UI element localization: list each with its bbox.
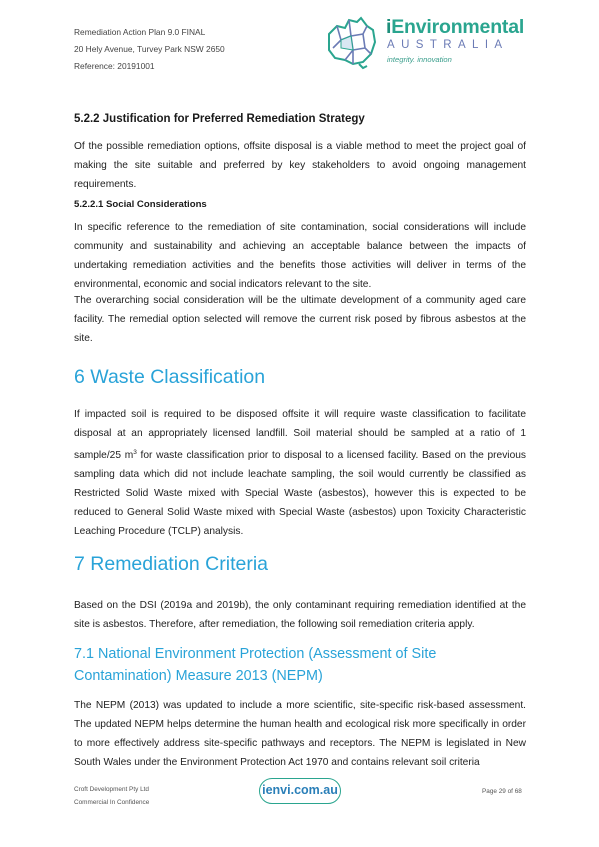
- footer-page-number: Page 29 of 68: [482, 788, 522, 795]
- logo-subtitle: AUSTRALIA: [387, 39, 509, 51]
- doc-title: Remediation Action Plan 9.0 FINAL: [74, 27, 206, 37]
- heading-section-7-1: 7.1 National Environment Protection (Assessment of Site Contamination) Measure 2013 (NEPM): [74, 646, 437, 684]
- footer-website-link[interactable]: ienvi.com.au: [259, 778, 341, 804]
- heading-5-2-2: 5.2.2 Justification for Preferred Remediation Strategy: [74, 113, 365, 125]
- heading-section-6: 6 Waste Classification: [74, 366, 266, 388]
- heading-5-2-2-1: 5.2.2.1 Social Considerations: [74, 199, 207, 210]
- paragraph-waste-classification: If impacted soil is required to be disposed offsite it will require waste classification to facilitate disposal at an appropriately licensed landfill. Soil material should be sampled at a ratio of 1 sample/25 $m^3$ for waste classification prior to disposal to a licensed facility. Based on the previous sampling data which did not include leachate sampling, the soil would currently be classified as Restricted Solid Waste mixed with Special Waste (asbestos), however this is expected to be reduced to General Solid Waste mixed with Special Waste (asbestos) upon Toxicity Characteristic Leaching Procedure (TCLP) analysis.: [74, 409, 527, 537]
- australia-map-icon: [323, 14, 379, 70]
- company-logo: [323, 14, 533, 70]
- logo-wordmark: iEnvironmental: [386, 16, 525, 38]
- footer-left: [74, 784, 149, 809]
- logo-tagline: integrity. innovation: [387, 55, 452, 64]
- footer-company: Croft Development Pty Ltd: [74, 786, 149, 793]
- paragraph-nepm: The NEPM (2013) was updated to include a more scientific, site-specific risk-based assessment. The updated NEPM helps determine the human health and ecological risk more specifically in order to more effectively address site-specific pathways and receptors. The NEPM is legislated in New South Wales under the Environment Protection Act 1970 and contains relevant soil criteria: [74, 700, 526, 768]
- paragraph-5-2-2: Of the possible remediation options, offsite disposal is a viable method to meet the project goal of making the site suitable and preferred by key stakeholders to avoid ongoing management requirements.: [74, 141, 526, 190]
- site-address: 20 Hely Avenue, Turvey Park NSW 2650: [74, 44, 225, 54]
- paragraph-social-1: In specific reference to the remediation of site contamination, social considerations will include community and sustainability and achieving an acceptable balance between the impacts of undertaking remediation activities and the benefits those activities will deliver in terms of the environmental, economic and social indicators relevant to the site.: [74, 222, 526, 290]
- doc-reference: Reference: 20191001: [74, 61, 155, 71]
- paragraph-social-2: The overarching social consideration will be the ultimate development of a community aged care facility. The remedial option selected will remove the current risk posed by fibrous asbestos at the site.: [74, 295, 526, 344]
- footer-confidence: Commercial In Confidence: [74, 798, 150, 806]
- heading-section-7: 7 Remediation Criteria: [74, 553, 269, 575]
- paragraph-remediation-criteria: Based on the DSI (2019a and 2019b), the only contaminant requiring remediation identified at the site is asbestos. Therefore, after remediation, the following soil remediation criteria apply.: [74, 600, 526, 630]
- header-meta: [74, 24, 225, 75]
